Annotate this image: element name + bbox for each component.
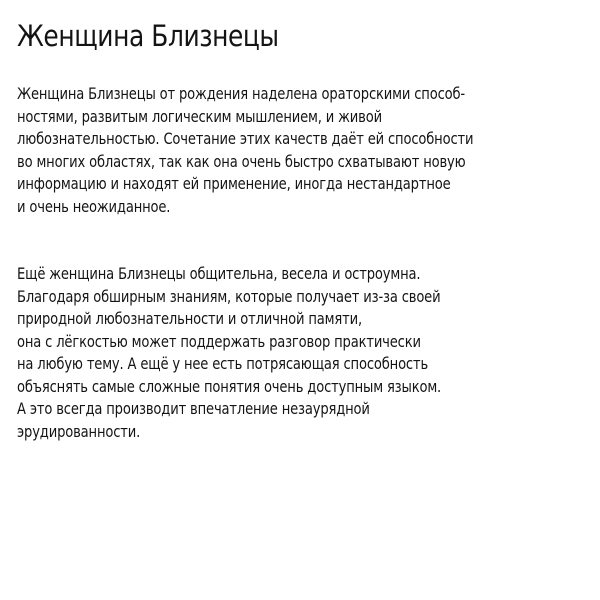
text-line: природной любознательности и отличной памяти, [17,309,363,328]
text-line: во многих областях, так как она очень быстро схватывают новую [17,151,466,171]
text-line: Благодаря обширным знаниям, которые получает из-за своей [17,286,441,306]
text-line: А это всегда производит впечатление незаурядной [17,399,370,418]
page-title: Женщина Близнецы [17,19,279,53]
text-line: любознательностью. Сочетание этих качеств даёт ей способности [17,129,474,148]
text-line: информацию и находят ей применение, иногда нестандартное [17,174,451,193]
text-line: на любую тему. А ещё у нее есть потрясающая способность [17,354,429,373]
text-line: и очень неожиданное. [17,196,171,216]
text-line: ностями, развитым логическим мышлением, и живой [17,106,382,126]
text-line: эрудированности. [17,421,141,441]
paragraph-1 [17,83,574,218]
text-line: Женщина Близнецы от рождения наделена ораторскими способ- [17,84,465,103]
paragraph-2 [17,263,534,443]
text-line: она с лёгкостью может поддержать разговор практически [17,331,421,351]
text-line: Ещё женщина Близнецы общительна, весела и остроумна. [17,264,421,283]
text-line: объяснять самые сложные понятия очень доступным языком. [17,376,442,396]
